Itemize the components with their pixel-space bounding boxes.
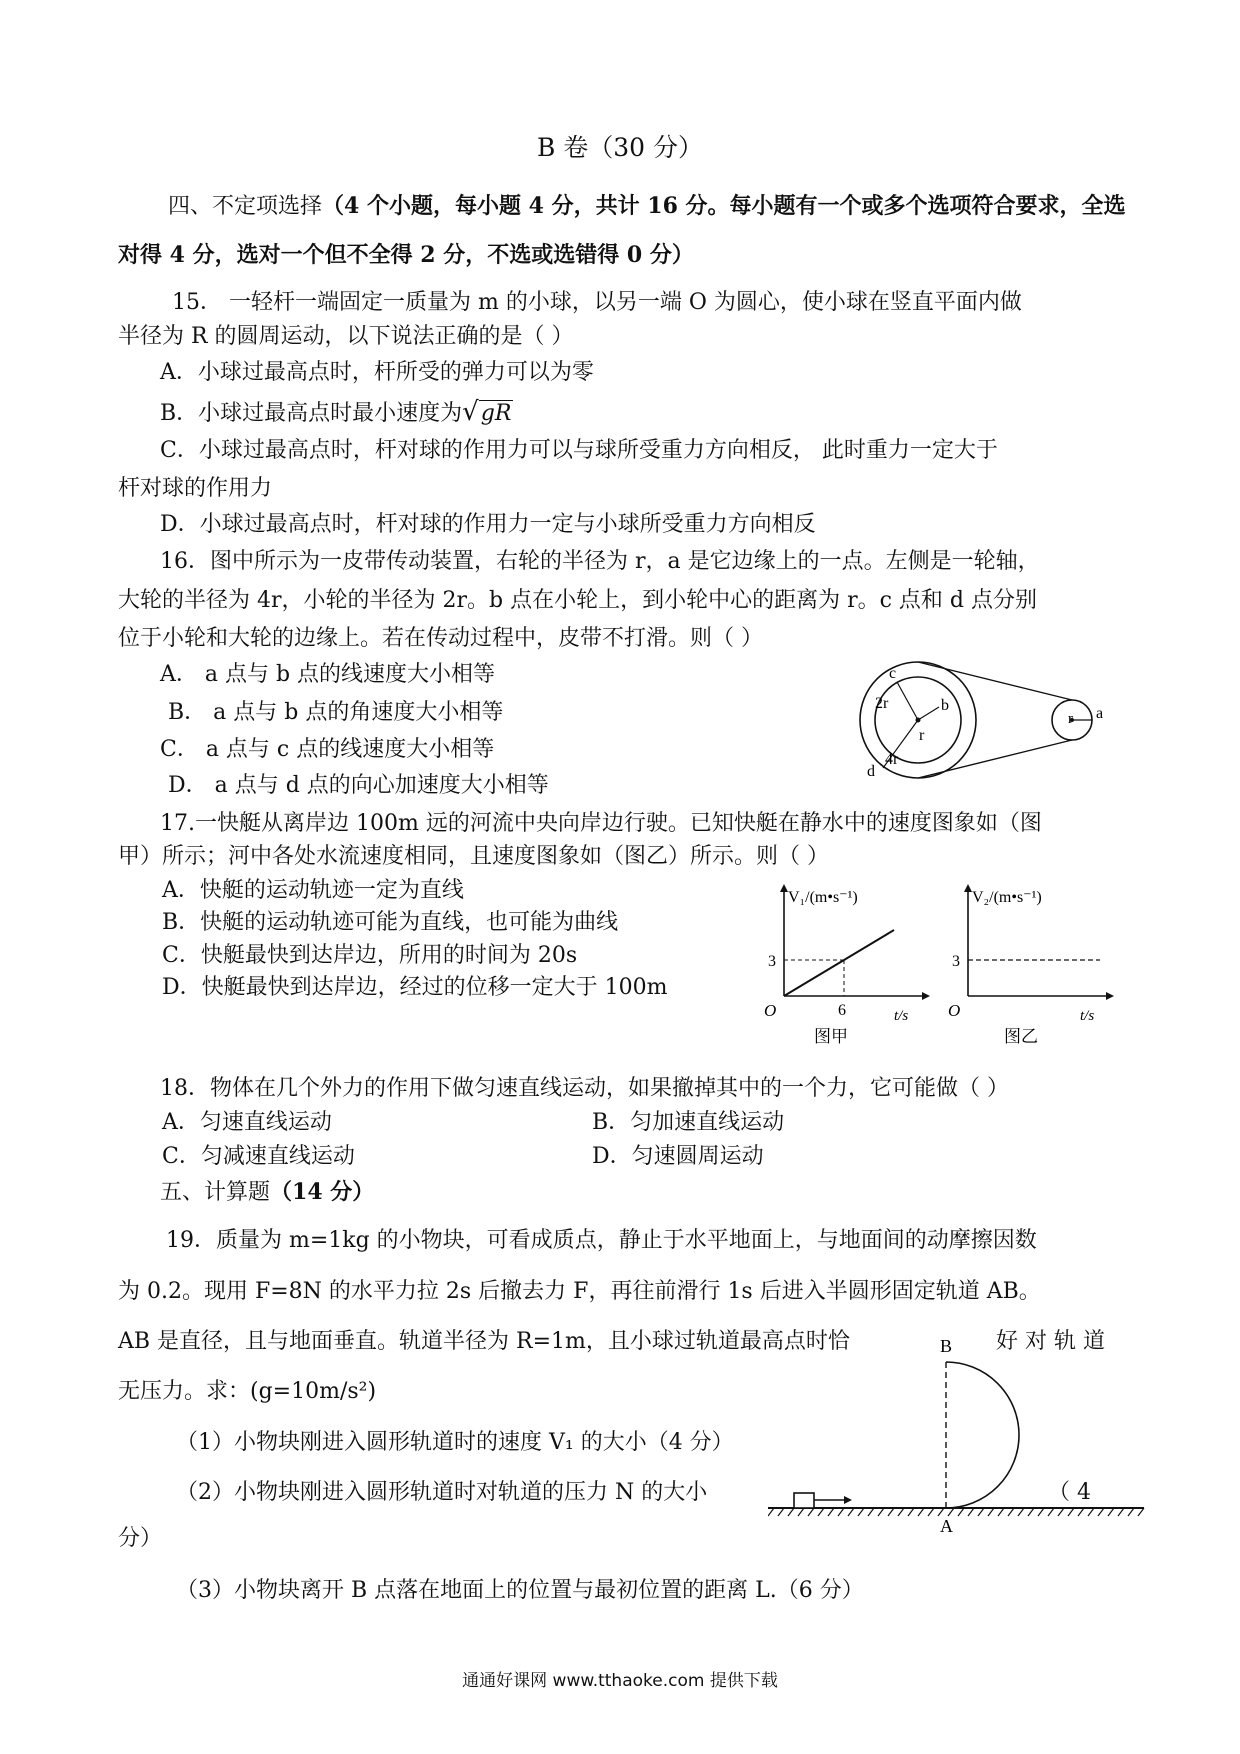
- q15-option-b-radicand: gR: [480, 401, 512, 426]
- section-5-score: （14 分）: [270, 1179, 375, 1205]
- q15-option-a: A．小球过最高点时，杆所受的弹力可以为零: [160, 360, 594, 385]
- q19-line3-right: 好 对 轨 道: [996, 1329, 1105, 1354]
- q17-stem-line1: 17.一快艇从离岸边 100m 远的河流中央向岸边行驶。已知快艇在静水中的速度图象如（图: [160, 811, 1042, 836]
- q16-option-c: C． a 点与 c 点的线速度大小相等: [160, 737, 495, 762]
- belt-drive-figure: [845, 660, 1155, 780]
- graph-jia-caption: 图甲: [814, 1027, 848, 1046]
- sqrt-symbol: √: [462, 397, 479, 427]
- page-footer: 通通好课网 www.tthaoke.com 提供下载: [462, 1671, 778, 1691]
- semicircle-track-figure: [768, 1330, 1148, 1535]
- label-2r: 2r: [875, 695, 889, 712]
- q16-stem-line2: 大轮的半径为 4r，小轮的半径为 2r。b 点在小轮上，到小轮中心的距离为 r。c 点和 d 点分别: [118, 588, 1037, 613]
- q15-option-b: [160, 397, 513, 429]
- label-a: a: [1096, 705, 1104, 722]
- q17-option-d: D．快艇最快到达岸边，经过的位移一定大于 100m: [162, 975, 668, 1000]
- q16-option-d: D． a 点与 d 点的向心加速度大小相等: [168, 773, 549, 798]
- section-4-rule-line2: 对得 4 分，选对一个但不全得 2 分，不选或选错得 0 分）: [118, 242, 694, 268]
- q19-sub3: （3）小物块离开 B 点落在地面上的位置与最初位置的距离 L.（6 分）: [176, 1578, 864, 1603]
- graph-jia-ytick: 3: [768, 953, 776, 970]
- graph-jia-xtick: 6: [838, 1002, 846, 1019]
- q16-stem-line1: 16．图中所示为一皮带传动装置，右轮的半径为 r，a 是它边缘上的一点。左侧是一轮轴，: [160, 549, 1040, 574]
- graph-jia: [752, 882, 932, 1050]
- q18-stem: 18．物体在几个外力的作用下做匀速直线运动，如果撤掉其中的一个力，它可能做（ ）: [160, 1076, 1009, 1101]
- label-b-point: B: [940, 1336, 953, 1356]
- label-b: b: [941, 697, 949, 714]
- q15-stem-line2: 半径为 R 的圆周运动，以下说法正确的是（ ）: [118, 324, 574, 349]
- q19-line1: 19．质量为 m=1kg 的小物块，可看成质点，静止于水平地面上，与地面间的动摩擦因数: [166, 1228, 1037, 1253]
- q17-stem-line2: 甲）所示；河中各处水流速度相同，且速度图象如（图乙）所示。则（ ）: [118, 844, 829, 869]
- q17-option-b: B．快艇的运动轨迹可能为直线，也可能为曲线: [162, 910, 619, 935]
- q19-line4: 无压力。求：(g=10m/s²): [118, 1379, 377, 1404]
- label-r-center: r: [919, 727, 925, 744]
- section-4-heading: 四、不定项选择: [168, 194, 323, 219]
- page-title: B 卷（30 分）: [536, 133, 704, 162]
- q18-option-b: B．匀加速直线运动: [592, 1110, 785, 1135]
- graph-yi: [938, 882, 1118, 1050]
- graph-jia-origin: O: [764, 1001, 777, 1020]
- q19-sub2-wrap: 分）: [118, 1526, 163, 1551]
- graph-yi-origin: O: [948, 1001, 961, 1020]
- q19-line3-left: AB 是直径，且与地面垂直。轨道半径为 R=1m，且小球过轨道最高点时恰: [118, 1329, 850, 1354]
- label-a-point: A: [940, 1516, 953, 1535]
- q18-option-c: C．匀减速直线运动: [162, 1144, 355, 1169]
- graph-yi-caption: 图乙: [1004, 1027, 1038, 1046]
- section-4-rule-line1: [168, 191, 1126, 222]
- q17-option-a: A．快艇的运动轨迹一定为直线: [162, 878, 464, 903]
- q18-option-d: D．匀速圆周运动: [592, 1144, 764, 1169]
- q18-option-a: A．匀速直线运动: [162, 1110, 332, 1135]
- q15-stem-line1: 15． 一轻杆一端固定一质量为 m 的小球，以另一端 O 为圆心，使小球在竖直平面内做: [172, 290, 1022, 315]
- section-4-rule-part1: （4 个小题，每小题 4 分，共计 16 分。每小题有一个或多个选项符合要求，全选: [322, 193, 1126, 219]
- graph-jia-ylabel: V₁/(m•s⁻¹): [788, 889, 858, 906]
- section-5-heading: 五、计算题: [160, 1180, 271, 1205]
- label-4r: 4r: [885, 751, 899, 768]
- graph-yi-xlabel: t/s: [1080, 1008, 1095, 1024]
- label-r-right: r: [1068, 711, 1073, 727]
- graph-yi-ylabel: V₂/(m•s⁻¹): [972, 889, 1042, 906]
- q19-line2: 为 0.2。现用 F=8N 的水平力拉 2s 后撤去力 F，再往前滑行 1s 后进入半圆形固定轨道 AB。: [118, 1279, 1041, 1304]
- q19-sub2-right: （ 4: [1048, 1480, 1091, 1505]
- q19-sub2-left: （2）小物块刚进入圆形轨道时对轨道的压力 N 的大小: [176, 1480, 708, 1505]
- label-c: c: [889, 665, 897, 682]
- q19-sub1: （1）小物块刚进入圆形轨道时的速度 V₁ 的大小（4 分）: [176, 1430, 734, 1455]
- q16-option-a: A． a 点与 b 点的线速度大小相等: [160, 662, 496, 687]
- graph-jia-xlabel: t/s: [894, 1008, 909, 1024]
- q16-option-b: B． a 点与 b 点的角速度大小相等: [168, 700, 504, 725]
- q17-option-c: C．快艇最快到达岸边，所用的时间为 20s: [162, 943, 578, 968]
- graph-yi-ytick: 3: [952, 953, 960, 970]
- q15-option-b-text: B．小球过最高点时最小速度为: [160, 401, 463, 426]
- q15-option-c-line1: C．小球过最高点时，杆对球的作用力可以与球所受重力方向相反， 此时重力一定大于: [160, 438, 998, 463]
- q16-stem-line3: 位于小轮和大轮的边缘上。若在传动过程中，皮带不打滑。则（ ）: [118, 626, 763, 651]
- label-d: d: [867, 763, 875, 780]
- q15-option-c-line2: 杆对球的作用力: [118, 476, 273, 501]
- q15-option-d: D．小球过最高点时，杆对球的作用力一定与小球所受重力方向相反: [160, 512, 816, 537]
- section-5-heading-line: [160, 1177, 374, 1208]
